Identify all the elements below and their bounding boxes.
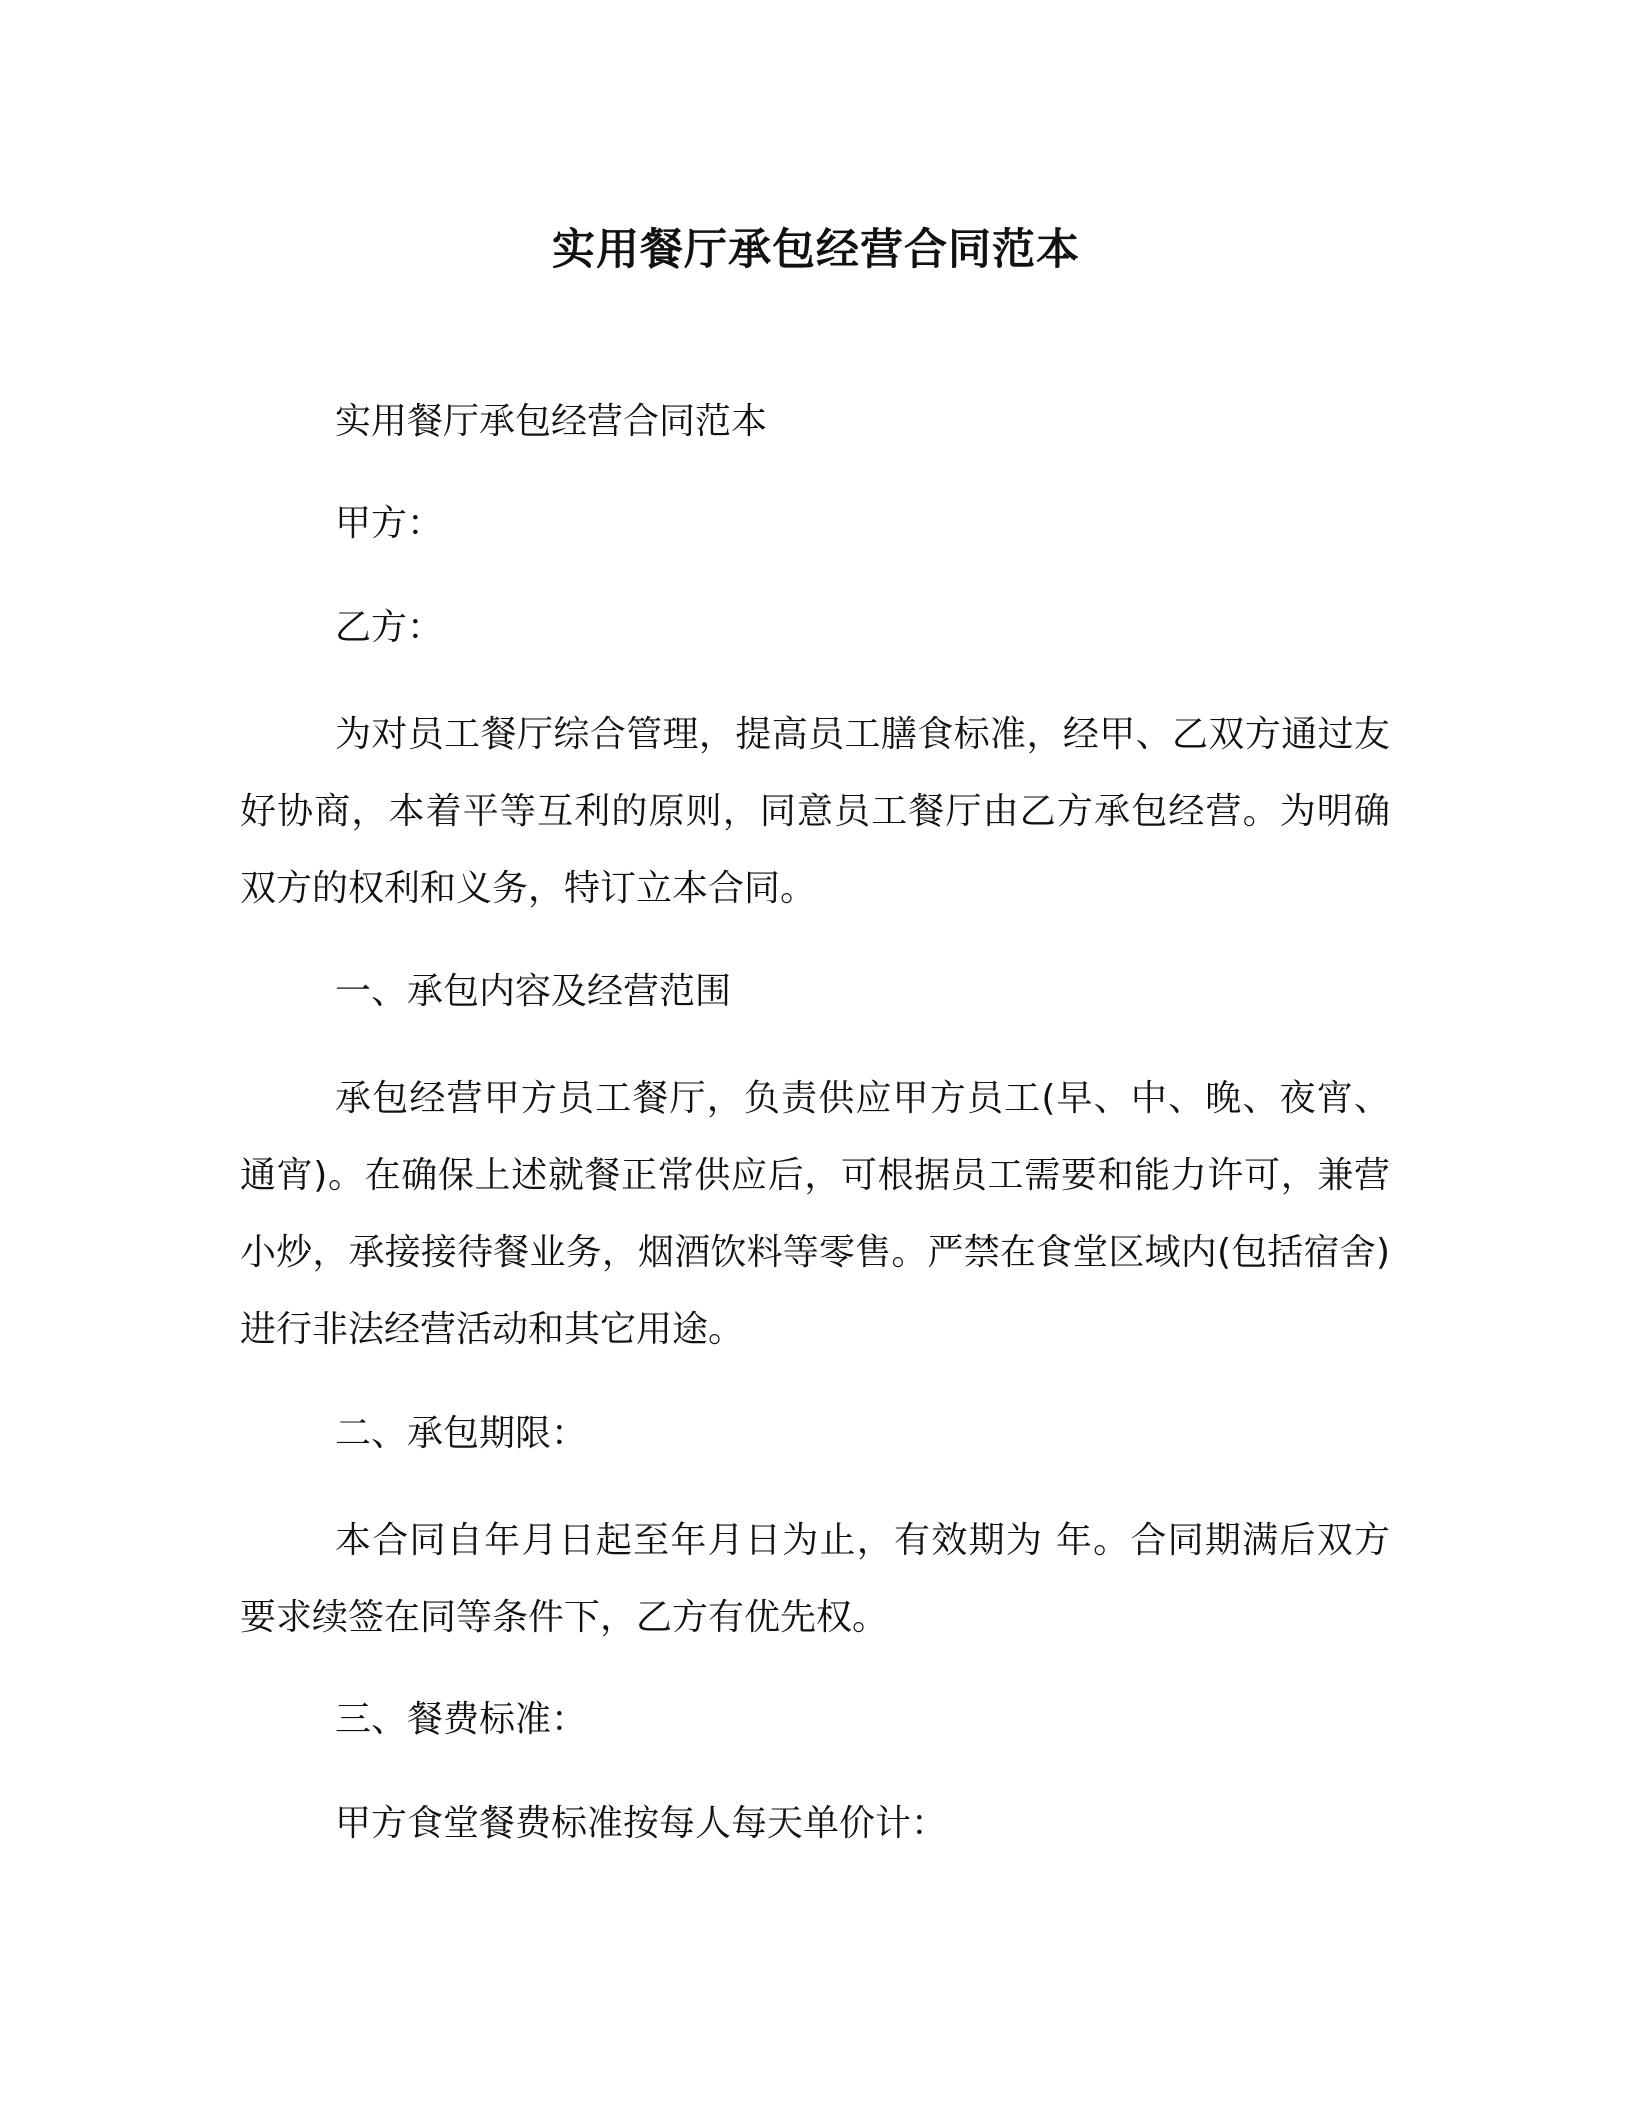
party-a-label: 甲方： [335,503,444,544]
party-b-label: 乙方： [335,607,444,648]
section-3-body: 甲方食堂餐费标准按每人每天单价计： [335,1803,948,1844]
section-1-body: 承包经营甲方员工餐厅，负责供应甲方员工(早、中、晚、夜宵、通宵)。在确保上述就餐正常供应后，可根据员工需要和能力许可，兼营小炒，承接接待餐业务，烟酒饮料等零售。严禁在食堂区域内(包括宿舍)进行非法经营活动和其它用途。 [240,1078,1390,1350]
intro-paragraph: 为对员工餐厅综合管理，提高员工膳食标准，经甲、乙双方通过友好协商，本着平等互利的原则，同意员工餐厅由乙方承包经营。为明确双方的权利和义务，特订立本合同。 [240,714,1390,909]
document-subtitle: 实用餐厅承包经营合同范本 [335,401,768,442]
section-3-heading: 三、餐费标准： [335,1699,588,1740]
section-2-heading: 二、承包期限： [335,1413,588,1454]
section-2-body: 本合同自年月日起至年月日为止，有效期为 年。合同期满后双方要求续签在同等条件下，乙方有优先权。 [240,1520,1390,1638]
document-title: 实用餐厅承包经营合同范本 [552,225,1080,275]
section-1-heading: 一、承包内容及经营范围 [335,971,732,1012]
